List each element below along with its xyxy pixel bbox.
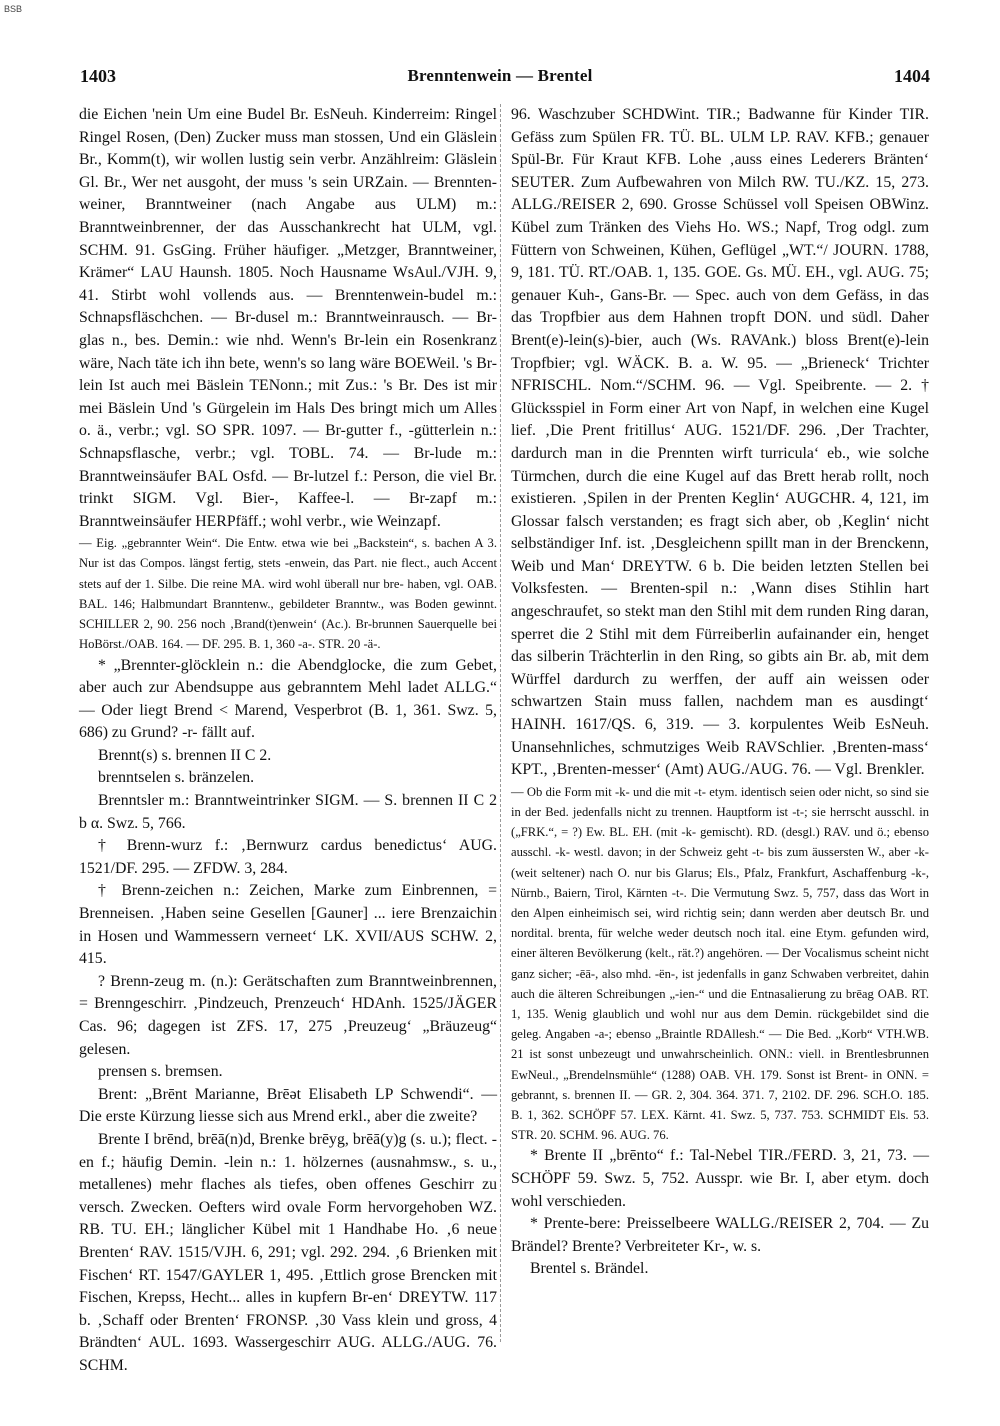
dictionary-entry: Brent: „Brēnt Marianne, Brēət Elisabeth LP Schwendi“. — Die erste Kürzung liesse sich aus Mrend erkl., aber die zweite? xyxy=(79,1085,497,1126)
dictionary-entry: Brente I brēnd, brēā(n)d, Brenke brēyg, brēā(y)g (s. u.); flect. -en f.; häufig Demin. -lein n.: 1. hölzernes (ausnahmsw., s. u., metallenes) mehr flaches als tiefes, oben offenes Geschirr zu versch. Zwecken. Oefters wird ovale Form hervorgehoben WZ. RB. TU. EH.; länglicher Kübel mit 1 Handhabe Ho. ‚6 neue Brenten‘ RAV. 1515/VJH. 6, 291; vgl. 292. 294. ‚6 Brienken mit Fischen‘ RT. 1547/GAYLER 1, 495. ‚Ettlich grose Brencken mit Fischen, Krepss, Hecht... alles in kupfern Br-en‘ DREYTW. 117 b. ‚Schaff oder Brenten‘ FRONSP. ‚30 Vass klein und gross, 4 Brändten‘ AUL. 1693. Wassergeschirr AUG. ALLG./AUG. 76. SCHM. xyxy=(79,1130,497,1374)
dictionary-entry: * „Brennter-glöcklein n.: die Abendglocke, die zum Gebet, aber auch zur Abendsuppe aus gebranntem Mehl ladet ALLG.“ — Oder liegt Brend < Marend, Vesperbrot (B. 1, 361. Swz. 5, 686) zu Grund? -r- fällt auf. xyxy=(79,656,497,742)
etymology-note: — Ob die Form mit -k- und die mit -t- etym. identisch seien oder nicht, so sind sie in der Bed. jedenfalls nicht zu trennen. Hauptform ist -t-; sie herrscht ausschl. in („FRK.“, = ?) Ew. BL. EH. (mit -k- gemischt). RD. (desgl.) RAV. und ö.; ebenso ausschl. -k- westl. davon; in der Schweiz geht -t- bis zum äussersten W., aber -k- (weit seltener) nach O. nur bis Glarus; Els., Pfalz, Frankfurt, Aschaffenburg -k-, Nürnb., Baiern, Tirol, Kärnten -t-. Die Vermutung Swz. 5, 757, dass das Wort in den Alpen einheimisch sei, wird richtig sein; dann werden aber deutsch Br. und nordital. brenta, für welche weder deutsch noch ital. eine Etym. gefunden wird, einer älteren Bevölkerung (kelt., rät.?) angehören. — Der Vocalismus scheint nicht ganz sicher; -ēā-, also mhd. -ën-, ist jedenfalls in ganz Schwaben verbreitet, dahin auch die älteren Schreibungen „-ien-“ und die Entnasalierung zu brēag OAB. RT. 1, 135. Wenig glaublich und wohl nur aus dem Demin. rückgebildet sind die geleg. Angaben -a-; ebenso „Braintle RDAllesh.“ — Die Bed. „Korb“ VTH.WB. 21 ist sonst unbezeugt und unwahrscheinlich. ONN.: viell. in Brentlesbrunnen EwNeul., „Brendelnsmühle“ (1288) OAB. VH. 179. Sonst ist Brent- in ONN. = gebrannt, s. brennen II. — GR. 2, 304. 364. 371. 7, 2102. DF. 296. SCH.O. 185. B. 1, 362. SCHÖPF 57. LEX. Kärnt. 41. Swz. 5, 737. 753. SCHMIDT Els. 53. STR. 20. SCHM. 96. AUG. 76. xyxy=(511,784,929,1143)
page-number-left: 1403 xyxy=(80,66,116,86)
dictionary-entry: brenntselen s. bränzelen. xyxy=(97,769,255,787)
dictionary-entry: * Prente-bere: Preisselbeere WALLG./REISER 2, 704. — Zu Brändel? Brente? Verbreiteter Kr-, w. s. xyxy=(511,1215,929,1255)
dictionary-entry: Brenntsler m.: Branntweintrinker SIGM. — S. brennen II C 2 b α. Swz. 5, 766. xyxy=(79,792,497,832)
right-column xyxy=(511,104,929,1281)
dictionary-entry: † Brenn-wurz f.: ‚Bernwurz cardus benedictus‘ AUG. 1521/DF. 295. — ZFDW. 3, 284. xyxy=(79,837,497,877)
etymology-note: — Eig. „gebrannter Wein“. Die Entw. etwa wie bei „Backstein“, s. bachen A 3. Nur ist das Compos. längst fertig, stets -enwein, das Part. nie flect., auch Accent stets auf der 1. Silbe. Die reine MA. wird wohl überall nur bre- haben, vgl. OAB. BAL. 146; Halbmundart Branntenw., gebildeter Branntw., was Boden gewinnt. SCHILLER 2, 90. 256 noch ‚Brand(t)enwein‘ (Ac.). Br-brunnen Sauerquelle bei HoBörst./OAB. 164. — DF. 295. B. 1, 360 -a-. STR. 20 -ä-. xyxy=(79,536,497,652)
dictionary-entry: Brentel s. Brändel. xyxy=(529,1260,649,1278)
dictionary-entry: Brennt(s) s. brennen II C 2. xyxy=(97,746,272,764)
paragraph: die Eichen 'nein Um eine Budel Br. EsNeuh. Kinderreim: Ringel Ringel Rosen, (Den) Zucker muss man stossen, Und ein Gläslein Br., Komm(t), wir wollen lustig sein verbr. Anzählreim: Gläslein Gl. Br., Wer net ausgoht, der muss 's sein URZain. — Brennten-weiner, Branntweiner (nach Angabe aus ULM) m.: Branntweinbrenner, der das Ausschankrecht hat ULM, vgl. SCHM. 91. GsGing. Früher häufiger. „Metzger, Branntweiner, Krämer“ LAU Haunsh. 1805. Noch Hausname WsAul./VJH. 9, 41. Stirbt wohl vollends aus. — Brenntenwein-budel m.: Schnapsfläschchen. — Br-dusel m.: Branntweinrausch. — Br-glas n., bes. Demin.: wie nhd. Wenn's Br-lein ein Rosenkranz wäre, Nach täte ich ihn bete, wenn's so lang wäre BOEWeil. 's Br-lein Ist auch mei Bäslein TENonn.; mit Zus.: 's Br. Des ist mir mei Bäslein Und 's Gürgelein im Hals Des bringt mich um Alles o. ä., verbr.; vgl. SO SPR. 1097. — Br-gutter f., -gütterlein n.: Schnapsflasche, verbr.; vgl. TOBL. 74. — Br-lude m.: Branntweinsäufer BAL Osfd. — Br-lutzel f.: Person, die viel Br. trinkt SIGM. Vgl. Bier-, Kaffee-l. — Br-zapf m.: Branntweinsäufer HERPfäff.; wohl verbr., wie Weinzapf. xyxy=(79,106,497,530)
library-stamp: BSB xyxy=(4,4,23,14)
dictionary-entry: prensen s. bremsen. xyxy=(97,1063,223,1081)
column-divider xyxy=(500,104,501,1342)
dictionary-entry: * Brente II „brēnto“ f.: Tal-Nebel TIR./FERD. 3, 21, 73. — SCHÖPF 59. Swz. 5, 752. Ausspr. wie Br. I, aber etym. doch wohl verschieden. xyxy=(511,1147,929,1210)
dictionary-entry: † Brenn-zeichen n.: Zeichen, Marke zum Einbrennen, = Brenneisen. ‚Haben seine Gesellen [Gauner] ... iere Brenzaichin in Hosen und Wammessern verneet‘ LK. XVII/AUS SCHW. 2, 415. xyxy=(79,882,497,968)
left-column xyxy=(79,104,497,1378)
dictionary-entry: ? Brenn-zeug m. (n.): Gerätschaften zum Branntweinbrennen, = Brenngeschirr. ‚Pindzeuch, Prenzeuch‘ HDAnh. 1525/JÄGER Cas. 96; dagegen ist ZFS. 17, 275 ‚Preuzeug‘ „Bräuzeug“ gelesen. xyxy=(79,972,497,1058)
paragraph: 96. Waschzuber SCHDWint. TIR.; Badwanne für Kinder TIR. Gefäss zum Spülen FR. TÜ. BL. ULM LP. RAV. KFB.; genauer Spül-Br. Für Kraut KFB. Lohe ‚auss eines Lederers Bränten‘ SEUTER. Zum Aufbewahren von Milch RW. TU./KZ. 15, 273. ALLG./REISER 2, 690. Grosse Schüssel voll Speisen OBWinz. Kübel zum Tränken des Viehs Ho. WS.; Napf, Trog odgl. zum Füttern von Schweinen, Kühen, Geflügel „WT.“/ JOURN. 1788, 9, 181. TÜ. RT./OAB. 1, 135. GOE. Gs. MÜ. EH., vgl. AUG. 75; genauer Kuh-, Gans-Br. — Spec. auch von dem Gefäss, in das das Tropfbier aus dem Hahnen tropft DON. und südl. Daher Brent(e)-lein(s)-bier, auch (Ws. RAVAnk.) bloss Brent(e)-lein Tropfbier; vgl. WÄCK. B. a. W. 95. — „Brieneck‘ Trichter NFRISCHL. Nom.“/SCHM. 96. — Vgl. Speibrente. — 2. † Glücksspiel in Form einer Art von Napf, in welchen eine Kugel lief. ‚Die Prent fritillus‘ AUG. 1521/DF. 296. ‚Der Trachter, dardurch man in die Prennten wirft turricula‘ eb., wie solche Türmchen, durch die eine Kugel auf das Brett herab rollt, noch existieren. ‚Spilen in der Prenten Keglin‘ AUGCHR. 4, 121, im Glossar falsch verstanden; es fragt sich aber, ob ‚Keglin‘ nicht selbständiger Inf. ist. ‚Desgleichenn spillt man in der Brenckenn, Weib und Man‘ DREYTW. 6 b. Die beiden letzten Stellen bei Volksfesten. — Brenten-spil n.: ‚Wann dises Stihlin hart angeschraufet, so stekt man den Stihl mit dem runden Ring daran, sperret die 2 Stihl mit dem Fürreiberlin aufainander ein, henget das silberin Trächterlin in den Ring, so gibts ain Br. ab, mit dem Würffel dardurch zu werffen, der auff ain weissen oder schwartzen Stain muss fallen, nachdem man es ausdingt‘ HAINH. 1617/QS. 6, 319. — 3. korpulentes Weib EsNeuh. Unansehnliches, schmutziges Weib RAVSchlier. ‚Brenten-mass‘ KPT., ‚Brenten-messer‘ (Amt) AUG./AUG. 76. — Vgl. Brenkler. xyxy=(511,106,929,779)
running-title: Brenntenwein — Brentel xyxy=(407,66,593,85)
page-number-right: 1404 xyxy=(894,66,930,86)
